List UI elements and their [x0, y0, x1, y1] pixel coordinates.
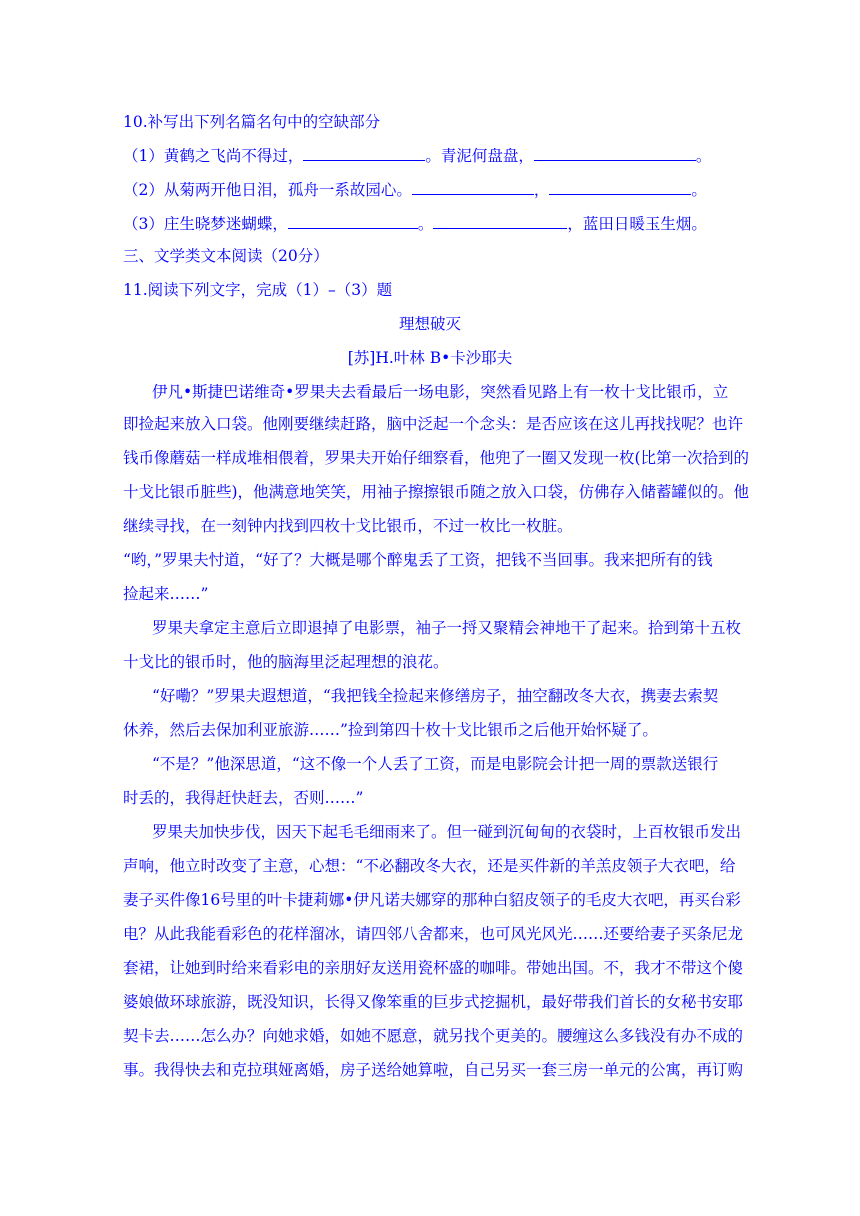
answer-blank[interactable] — [433, 214, 567, 229]
paragraph-line: 妻子买件像16号里的叶卡捷莉娜•伊凡诺夫娜穿的那种白貂皮领子的毛皮大衣吧，再买台彩 — [123, 891, 741, 909]
answer-blank[interactable] — [303, 146, 425, 161]
section-heading: 三、文学类文本阅读（20分） — [123, 247, 329, 265]
question-10-title: 10.补写出下列名篇名句中的空缺部分 — [123, 113, 381, 131]
paragraph-line: 电？从此我能看彩色的花样溜冰，请四邻八舍都来，也可风光风光……还要给妻子买条尼龙 — [123, 925, 744, 943]
answer-blank[interactable] — [412, 180, 534, 195]
item-text: 。 — [691, 181, 707, 199]
item-text: ， — [533, 181, 550, 199]
paragraph-line: 契卡去……怎么办？向她求婚，如她不愿意，就另找个更美的。腰缠这么多钱没有办不成的 — [123, 1027, 744, 1045]
story-author: [苏]H.叶林 B•卡沙耶夫 — [347, 349, 513, 367]
story-title: 理想破灭 — [398, 315, 461, 333]
item-text: 。 — [695, 147, 712, 165]
question-11-title: 11.阅读下列文字，完成（1）–（3）题 — [123, 281, 393, 299]
paragraph-line: 钱币像蘑菇一样成堆相偎着，罗果夫开始仔细察看，他兜了一圈又发现一枚(比第一次拾到的 — [123, 449, 750, 467]
paragraph-line: 捡起来……” — [123, 585, 209, 603]
paragraph-line: 罗果夫拿定主意后立即退掉了电影票，袖子一捋又聚精会神地干了起来。拾到第十五枚 — [152, 619, 742, 637]
paragraph-line: 罗果夫加快步伐，因天下起毛毛细雨来了。但一碰到沉甸甸的衣袋时，上百枚银币发出 — [152, 823, 742, 841]
paragraph-line: “哟，”罗果夫忖道，“好了？大概是哪个醉鬼丢了工资，把钱不当回事。我来把所有的钱 — [123, 551, 713, 569]
item-text: ，蓝田日暖玉生烟。 — [567, 215, 707, 233]
paragraph-line: 事。我得快去和克拉琪娅离婚，房子送给她算啦，自己另买一套三房一单元的公寓，再订购 — [123, 1061, 744, 1079]
paragraph-line: 十戈比银币脏些)，他满意地笑笑，用袖子擦擦银币随之放入口袋，仿佛存入储蓄罐似的。他 — [123, 483, 750, 501]
item-text: （2）从菊两开他日泪，孤舟一系故园心。 — [123, 181, 412, 199]
answer-blank[interactable] — [549, 180, 691, 195]
paragraph-line: 十戈比的银币时，他的脑海里泛起理想的浪花。 — [123, 653, 449, 671]
paragraph-line: 休养，然后去保加利亚旅游……”捡到第四十枚十戈比银币之后他开始怀疑了。 — [123, 721, 658, 739]
item-text: 。 — [417, 215, 434, 233]
answer-blank[interactable] — [288, 214, 418, 229]
paragraph-line: 继续寻找，在一刻钟内找到四枚十戈比银币，不过一枚比一枚脏。 — [123, 517, 573, 535]
question-10-item-1 — [123, 146, 711, 166]
paragraph-line: 婆娘做环球旅游，既没知识，长得又像笨重的巨步式挖掘机，最好带我们首长的女秘书安耶 — [123, 993, 744, 1011]
question-10-item-3 — [123, 214, 707, 234]
paragraph-line: “好嘞？”罗果夫遐想道，“我把钱全捡起来修缮房子，抽空翻改冬大衣，携妻去索契 — [152, 687, 719, 705]
paragraph-line: 即捡起来放入口袋。他刚要继续赶路，脑中泛起一个念头：是否应该在这儿再找找呢？也许 — [123, 415, 744, 433]
paragraph-line: 声响，他立时改变了主意，心想：“不必翻改冬大衣，还是买件新的羊羔皮领子大衣吧，给 — [123, 857, 736, 875]
paragraph-line: 时丢的，我得赶快赶去，否则……” — [123, 789, 364, 807]
paragraph-line: 伊凡•斯捷巴诺维奇•罗果夫去看最后一场电影，突然看见路上有一枚十戈比银币，立 — [152, 383, 729, 401]
paragraph-line: “不是？”他深思道，“这不像一个人丢了工资，而是电影院会计把一周的票款送银行 — [152, 755, 719, 773]
paragraph-line: 套裙，让她到时给来看彩电的亲朋好友送用瓷杯盛的咖啡。带她出国。不，我才不带这个傻 — [123, 959, 744, 977]
item-text: （1）黄鹤之飞尚不得过， — [123, 147, 304, 165]
item-text: （3）庄生晓梦迷蝴蝶， — [123, 215, 288, 233]
answer-blank[interactable] — [534, 146, 696, 161]
question-10-item-2 — [123, 180, 707, 200]
item-text: 。青泥何盘盘， — [425, 147, 534, 165]
